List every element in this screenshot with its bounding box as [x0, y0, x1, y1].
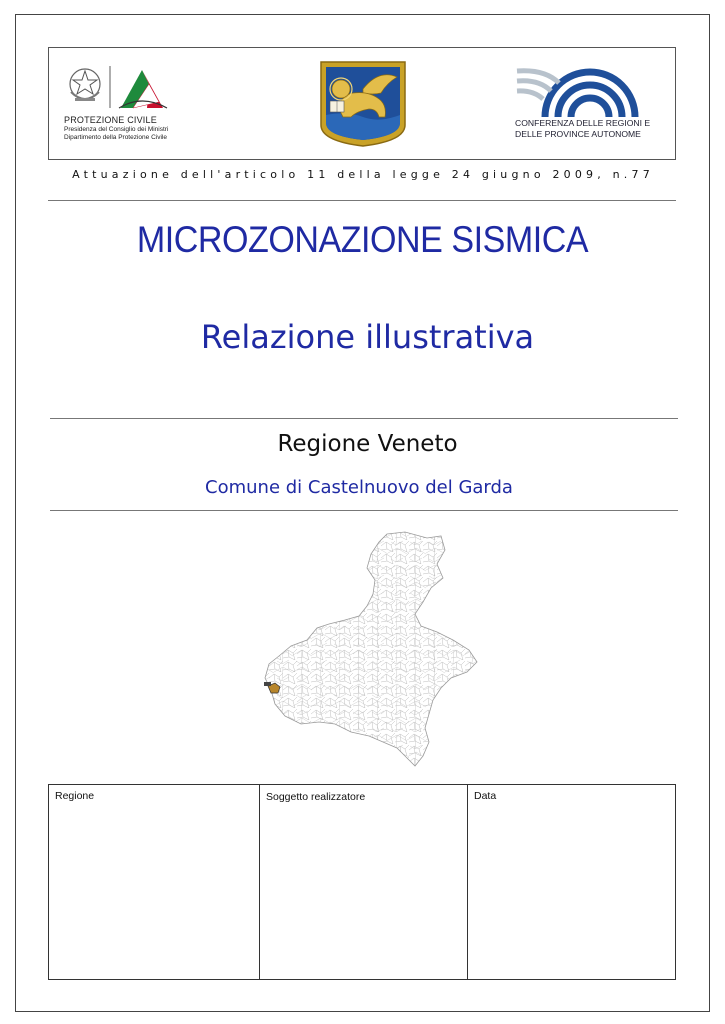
logo-header — [48, 47, 676, 160]
conferenza-regioni-logo-icon — [515, 63, 665, 118]
cell-data — [467, 785, 675, 979]
municipality-name: Comune di Castelnuovo del Garda — [205, 477, 513, 498]
conferenza-name-line1: CONFERENZA DELLE REGIONI E — [515, 118, 651, 128]
protezione-civile-presidency: Presidenza del Consiglio dei Ministri — [64, 126, 169, 133]
cell-regione — [49, 785, 259, 979]
main-title: MICROZONAZIONE SISMICA — [136, 219, 589, 260]
veneto-lion-logo-icon — [317, 59, 409, 147]
label-data: Data — [474, 790, 497, 802]
cell-soggetto-realizzatore — [259, 785, 467, 979]
veneto-municipalities-map — [255, 528, 485, 773]
tricolor-triangle-icon — [119, 70, 167, 108]
divider — [50, 510, 678, 511]
divider — [50, 418, 678, 419]
protezione-civile-name: PROTEZIONE CIVILE — [64, 115, 157, 125]
law-reference: Attuazione dell'articolo 11 della legge 24 giugno 2009, n.77 — [72, 168, 654, 181]
italian-emblem-icon — [70, 69, 100, 101]
label-soggetto-realizzatore: Soggetto realizzatore — [266, 791, 366, 803]
region-name: Regione Veneto — [277, 431, 458, 457]
info-table — [48, 784, 676, 980]
document-title: Relazione illustrativa — [200, 318, 535, 356]
divider — [48, 200, 676, 201]
conferenza-name-line2: DELLE PROVINCE AUTONOME — [515, 129, 641, 139]
protezione-civile-department: Dipartimento della Protezione Civile — [64, 134, 167, 141]
label-regione: Regione — [55, 790, 95, 802]
